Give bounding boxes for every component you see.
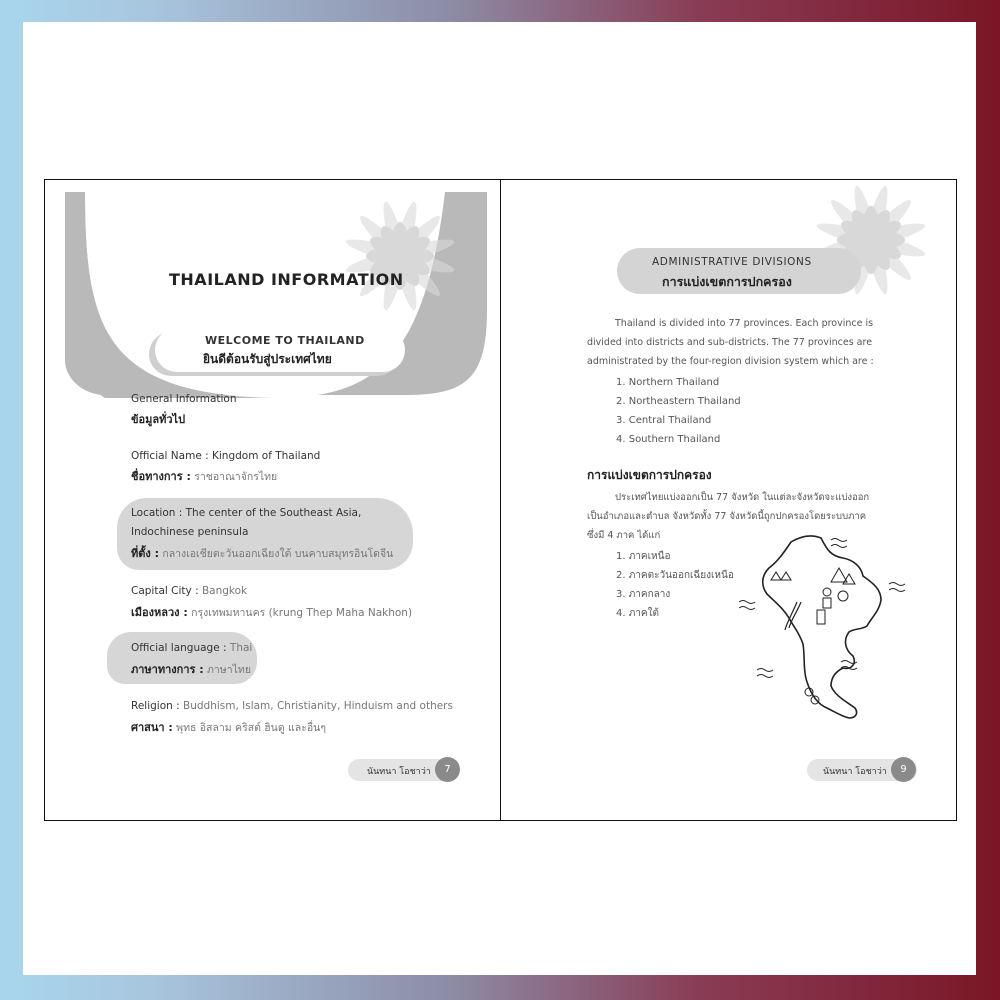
capital-th-label: เมืองหลวง : bbox=[131, 606, 188, 619]
language-th bbox=[131, 660, 251, 678]
location-th-label: ที่ตั้ง : bbox=[131, 547, 159, 560]
capital-en bbox=[131, 585, 247, 597]
language-en-value: Thai bbox=[229, 642, 253, 654]
official-name-en-label: Official Name : bbox=[131, 450, 209, 462]
location-th bbox=[131, 544, 393, 562]
list-item: 2. ภาคตะวันออกเฉียงเหนือ bbox=[616, 570, 734, 581]
capital-en-value: Bangkok bbox=[201, 585, 248, 597]
intro-en-line1: Thailand is divided into 77 provinces. Each province is bbox=[615, 318, 874, 329]
intro-th-line3: ซึ่งมี 4 ภาค ได้แก่ bbox=[587, 530, 661, 541]
list-item: 3. ภาคกลาง bbox=[616, 589, 671, 600]
official-name-th-value: ราชอาณาจักรไทย bbox=[194, 471, 278, 483]
language-en bbox=[131, 642, 252, 654]
language-th-value: ภาษาไทย bbox=[206, 664, 251, 676]
location-en-value-1: The center of the Southeast Asia, bbox=[185, 507, 362, 519]
list-item: 3. Central Thailand bbox=[616, 415, 712, 426]
language-th-label: ภาษาทางการ : bbox=[131, 663, 204, 676]
capital-en-label: Capital City : bbox=[131, 585, 199, 597]
capital-th-value: กรุงเทพมหานคร (krung Thep Maha Nakhon) bbox=[191, 607, 413, 619]
official-name-th bbox=[131, 467, 277, 485]
general-info-th: ข้อมูลทั่วไป bbox=[131, 413, 186, 426]
page-number-badge: 9 bbox=[891, 757, 916, 782]
intro-th-line1: ประเทศไทยแบ่งออกเป็น 77 จังหวัด ในแต่ละจังหวัดจะแบ่งออก bbox=[615, 492, 870, 503]
intro-paragraph-en bbox=[587, 314, 881, 371]
location-th-value: กลางเอเชียตะวันออกเฉียงใต้ บนคาบสมุทรอินโดจีน bbox=[162, 548, 394, 560]
religion-en-value: Buddhism, Islam, Christianity, Hinduism and others bbox=[183, 700, 453, 712]
capital-th bbox=[131, 603, 412, 621]
religion-en bbox=[131, 700, 453, 712]
page-number-badge: 7 bbox=[435, 757, 460, 782]
intro-en-line2: divided into districts and sub-districts. The 77 provinces are bbox=[587, 337, 873, 348]
list-item: 2. Northeastern Thailand bbox=[616, 396, 741, 407]
language-en-label: Official language : bbox=[131, 642, 227, 654]
flower-decoration-icon bbox=[290, 186, 490, 326]
thailand-map-icon bbox=[731, 532, 911, 727]
location-en-line2: Indochinese peninsula bbox=[131, 526, 249, 538]
region-list-en bbox=[616, 373, 741, 449]
location-en-line1 bbox=[131, 507, 361, 519]
list-item: 4. ภาคใต้ bbox=[616, 608, 659, 619]
header-title-en: ADMINISTRATIVE DIVISIONS bbox=[652, 256, 812, 268]
general-info-en: General Information bbox=[131, 393, 237, 405]
location-en-label: Location : bbox=[131, 507, 183, 519]
religion-th-value: พุทธ อิสลาม คริสต์ ฮินดู และอื่นๆ bbox=[176, 722, 326, 734]
list-item: 1. ภาคเหนือ bbox=[616, 551, 671, 562]
official-name-th-label: ชื่อทางการ : bbox=[131, 470, 191, 483]
welcome-title-en: WELCOME TO THAILAND bbox=[205, 334, 365, 347]
header-title-th: การแบ่งเขตการปกครอง bbox=[662, 274, 792, 289]
list-item: 4. Southern Thailand bbox=[616, 434, 721, 445]
religion-th-label: ศาสนา : bbox=[131, 721, 173, 734]
region-list-th bbox=[616, 547, 734, 623]
religion-en-label: Religion : bbox=[131, 700, 180, 712]
official-name-en bbox=[131, 450, 320, 462]
page-title: THAILAND INFORMATION bbox=[169, 270, 404, 289]
official-name-en-value: Kingdom of Thailand bbox=[212, 450, 321, 462]
footer-author: นันทนา โอชาว่า bbox=[367, 767, 431, 777]
intro-th-line2: เป็นอำเภอและตำบล จังหวัดทั้ง 77 จังหวัดนี้ถูกปกครองโดยระบบภาค bbox=[587, 511, 867, 522]
list-item: 1. Northern Thailand bbox=[616, 377, 720, 388]
right-page bbox=[500, 179, 957, 821]
footer-author: นันทนา โอชาว่า bbox=[823, 767, 887, 777]
intro-en-line3: administrated by the four-region division system which are : bbox=[587, 356, 874, 367]
welcome-title-th: ยินดีต้อนรับสู่ประเทศไทย bbox=[203, 352, 332, 366]
religion-th bbox=[131, 718, 326, 736]
left-page bbox=[44, 179, 501, 821]
section-title-th: การแบ่งเขตการปกครอง bbox=[587, 468, 712, 482]
